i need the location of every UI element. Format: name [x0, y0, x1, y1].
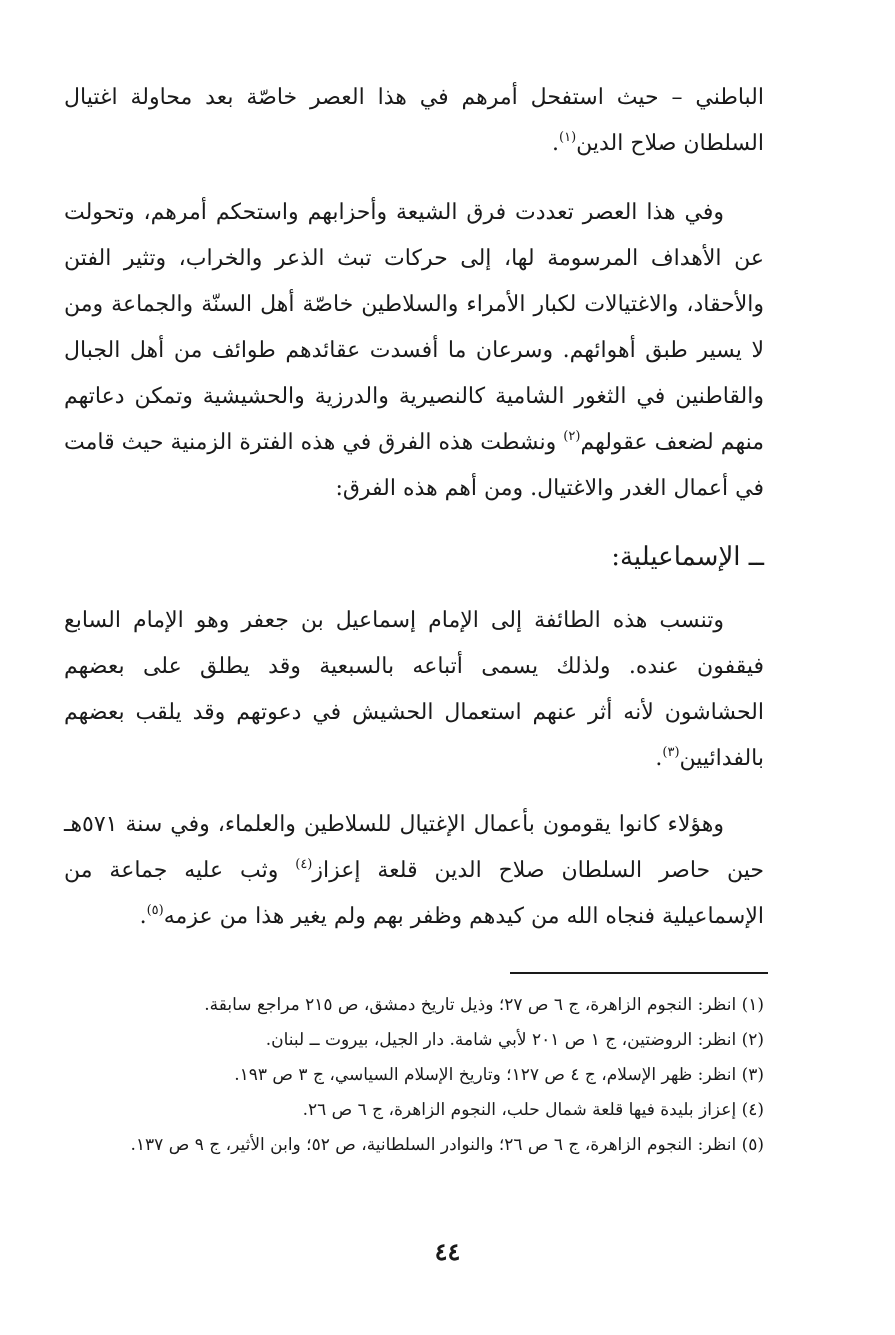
- section-heading: ــ الإسماعيلية:: [611, 542, 764, 572]
- paragraph-1-text: الباطني – حيث استفحل أمرهم في هذا العصر خاصّة بعد محاولة اغتيال السلطان صلاح الدين: [64, 85, 764, 156]
- footnote-ref-2: (٢): [563, 429, 581, 444]
- paragraph-3-end: .: [655, 746, 663, 771]
- footnote-ref-1: (١): [559, 130, 577, 145]
- footnote-ref-5: (٥): [146, 903, 164, 918]
- footnote-4: (٤) إعزاز بليدة فيها قلعة شمال حلب، النجوم الزاهرة، ج ٦ ص ٢٦.: [302, 1100, 764, 1120]
- footnote-3: (٣) انظر: ظهر الإسلام، ج ٤ ص ١٢٧؛ وتاريخ الإسلام السياسي، ج ٣ ص ١٩٣.: [234, 1065, 764, 1085]
- paragraph-4-text-b: وثب عليه جماعة من الإسماعيلية فنجاه الله من كيدهم وظفر بهم ولم يغير هذا من عزمه: [64, 858, 764, 929]
- paragraph-2-text-b: ونشطت هذه الفرق في هذه الفترة الزمنية حيث قامت في أعمال الغدر والاغتيال. ومن أهم هذه الفرق:: [64, 430, 764, 501]
- paragraph-1-end: .: [552, 131, 559, 156]
- footnote-2: (٢) انظر: الروضتين، ج ١ ص ٢٠١ لأبي شامة. دار الجيل، بيروت ــ لبنان.: [265, 1030, 764, 1050]
- footnote-ref-3: (٣): [662, 745, 680, 760]
- footnote-divider: [510, 972, 768, 974]
- footnote-5: (٥) انظر: النجوم الزاهرة، ج ٦ ص ٢٦؛ والنوادر السلطانية، ص ٥٢؛ وابن الأثير، ج ٩ ص ١٣٧.: [130, 1135, 764, 1155]
- paragraph-2-text-a: وفي هذا العصر تعددت فرق الشيعة وأحزابهم واستحكم أمرهم، وتحولت عن الأهداف المرسومة لها، إلى حركات تبث الذعر والخراب، وتثير الفتن والأحقاد، والاغتيالات لكبار الأمراء والسلاطين خاصّة أهل السنّة والجماعة ومن لا يسير طبق أهوائهم. وسرعان ما أفسدت عقائدهم طوائف من أهل الجبال والقاطنين في الثغور الشامية كالنصيرية والدرزية والحشيشية وتمكن دعاتهم منهم لضعف عقولهم: [64, 200, 765, 455]
- paragraph-4-text-a: وهؤلاء كانوا يقومون بأعمال الإغتيال للسلاطين والعلماء، وفي سنة ٥٧١هـ حين حاصر السلطان صلاح الدين قلعة إعزاز: [64, 812, 765, 883]
- paragraph-2: [64, 190, 764, 512]
- footnote-1: (١) انظر: النجوم الزاهرة، ج ٦ ص ٢٧؛ وذيل تاريخ دمشق، ص ٢١٥ مراجع سابقة.: [204, 995, 764, 1015]
- paragraph-1: [64, 75, 764, 167]
- paragraph-4-end: .: [139, 904, 147, 929]
- paragraph-3-text: وتنسب هذه الطائفة إلى الإمام إسماعيل بن جعفر وهو الإمام السابع فيقفون عنده. ولذلك يسمى أتباعه بالسبعية وقد يطلق على بعضهم الحشاشون لأنه أثر عنهم استعمال الحشيش في دعوتهم وقد يلقب بعضهم بالفدائيين: [64, 608, 764, 771]
- footnotes-section: [64, 988, 764, 1163]
- page-number: ٤٤: [434, 1237, 461, 1266]
- paragraph-4: [64, 802, 764, 940]
- paragraph-3: [64, 598, 764, 782]
- footnote-ref-4: (٤): [295, 857, 313, 872]
